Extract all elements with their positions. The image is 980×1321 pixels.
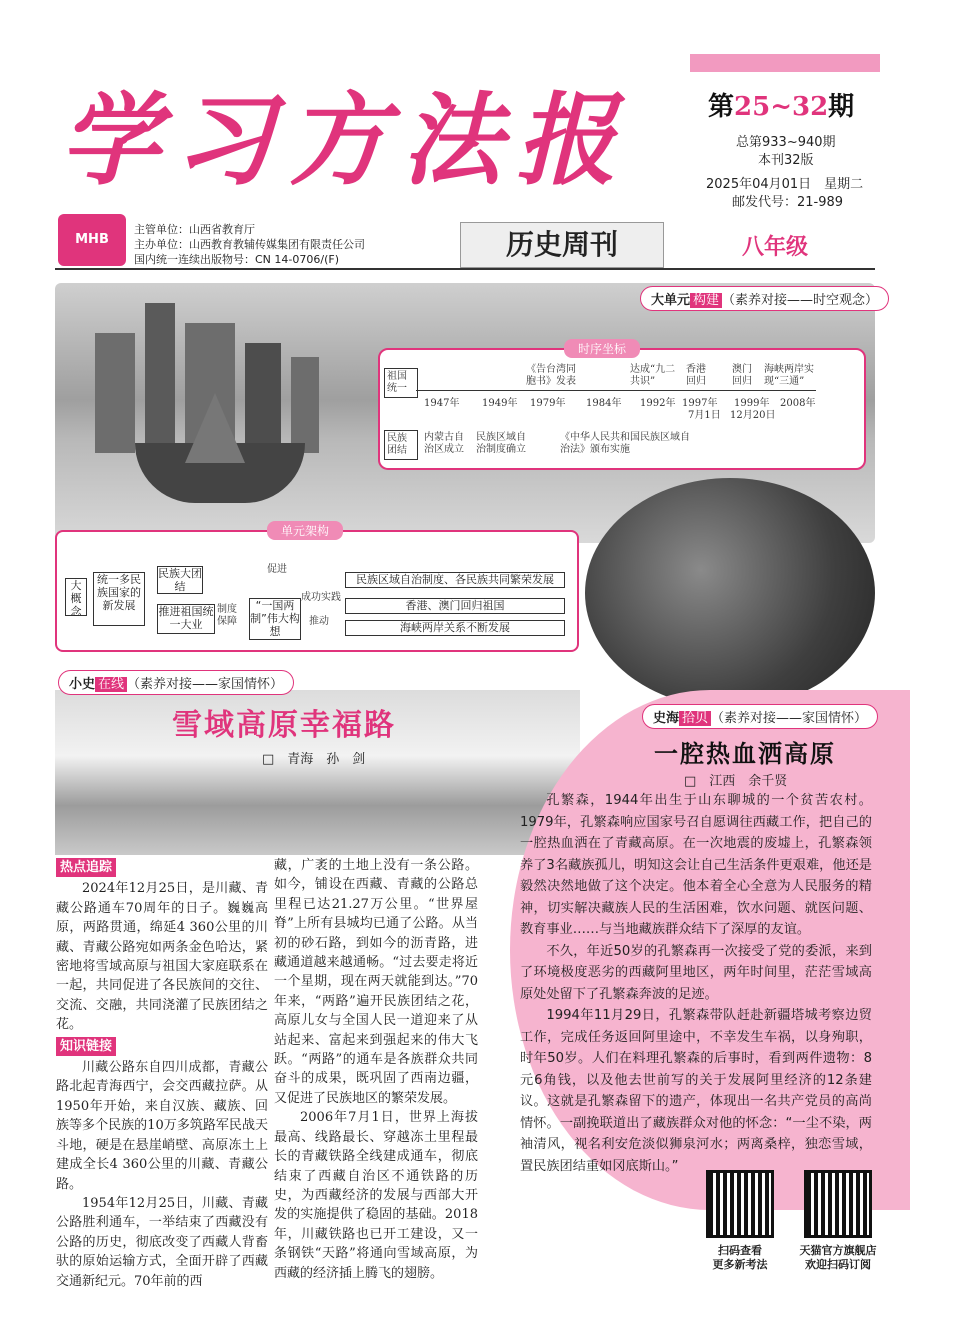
event-1949: 民族区域自治制度确立	[476, 432, 526, 455]
paragraph: 不久，年近50岁的孔繁森再一次接受了党的委派，来到了环境极度恶劣的西藏阿里地区，两年时间里，茫茫雪域高原处处留下了孔繁森奔波的足迹。	[520, 943, 872, 1002]
unit-construction-tag: 大单元 构建 （素养对接——时空观念）	[640, 286, 889, 311]
paragraph: 2006年7月1日，世界上海拔最高、线路最长、穿越冻土里程最长的青藏铁路全线建成通车，彻底结束了西藏自治区不通铁路的历史，为西藏经济的发展与西部大开发的实施提供了稳固的基础。2018年，川藏铁路也已开工建设，又一条钢铁“天路”将通向雪域高原，为西藏的经济插上腾飞的翅膀。	[274, 1110, 478, 1281]
hot-topic-text: 2024年12月25日，是川藏、青藏公路通车70周年的日子。巍巍高原，两路贯通，绵延4 360公里的川藏、青藏公路宛如两条金色哈达，紧密地将雪域高原与祖国大家庭联系在一起，共同促进了各民族间的交往、交流、交融，共同浇灌了民族团结之花。	[56, 881, 268, 1033]
paragraph: 孔繁森，1944年出生于山东聊城的一个贫苦农村。1979年，孔繁森响应国家号召自愿调往西藏工作，把自己的一腔热血洒在了青藏高原。在一次地震的废墟上，孔繁森领养了3名藏族孤儿，明知这会让自己生活条件更艰难，他还是毅然决然地做了这个决定。他本着全心全意为人民服务的精神，切实解决藏族人民的生活困难，饮水问题、就医问题、教育事业……与当地藏族群众结下了深厚的友谊。	[520, 793, 872, 937]
event-1999: 澳门回归	[732, 364, 752, 387]
timeline-box	[378, 342, 866, 470]
year-1979: 1979年	[530, 398, 566, 409]
qr-code-left[interactable]	[706, 1170, 774, 1238]
issue-meta	[736, 134, 836, 170]
result-1: 民族区域自治制度、各民族共同繁荣发展	[345, 572, 565, 588]
sponsor-line: 主办单位：山西教育教辅传媒集团有限责任公司	[134, 238, 365, 251]
qr-caption-left: 扫码查看 更多新考法	[712, 1244, 768, 1271]
hot-topic-label: 热点追踪	[56, 858, 116, 877]
left-article-title: 雪域高原幸福路	[172, 708, 396, 743]
event-1992: 达成“九二共识”	[630, 364, 676, 387]
center-node: 统一多民族国家的新发展	[93, 572, 145, 626]
event-1997: 香港回归	[686, 364, 706, 387]
paragraph: 川藏公路东自四川成都，青藏公路北起青海西宁，会交西藏拉萨。从1950年开始，来自汉族、藏族、回族等多个民族的10万多筑路军民战天斗地，硬是在悬崖峭壁、高原冻土上建成全长4 360公里的川藏、青藏公路。	[56, 1060, 268, 1192]
publish-date: 2025年04月01日 星期二	[706, 177, 864, 192]
year-1984: 1984年	[586, 398, 622, 409]
big-concept: 大概念	[65, 578, 87, 616]
date-1999: 12月20日	[730, 410, 776, 421]
page-count: 本刊32版	[758, 153, 814, 168]
year-2008: 2008年	[780, 398, 816, 409]
node-reunification: 推进祖国统一大业	[157, 604, 215, 634]
total-issue: 总第933~940期	[736, 135, 836, 150]
paragraph: 藏，广袤的土地上没有一条公路。如今，铺设在西藏、青藏的公路总里程已达21.27万公里。“世界屋脊”上所有县城均已通了公路。从当初的砂石路，到如今的沥青路，进藏通道越来越通畅。“过去要走将近一个星期，现在两天就能到达。”70年来，“两路”遍开民族团结之花，高原儿女与全国人民一道迎来了从站起来、富起来到强起来的伟大飞跃。“两路”的通车是各族群众共同奋斗的成果，既巩固了西南边疆，又促进了民族地区的繁荣发展。	[274, 858, 478, 1106]
label-push: 推动	[309, 616, 329, 627]
date-1997: 7月1日	[688, 410, 721, 421]
timeline-label: 时序坐标	[564, 339, 640, 358]
row-label-unity: 民族团结	[384, 430, 418, 460]
paragraph: 1954年12月25日，川藏、青藏公路胜利通车，一举结束了西藏没有公路的历史，彻底改变了西藏人背畜驮的原始运输方式，全面开辟了西藏交通新纪元。70年前的西	[56, 1195, 268, 1289]
timeline-axis	[416, 390, 816, 391]
postal-code: 邮发代号：21-989	[732, 195, 844, 210]
sponsor-line: 主管单位：山西省教育厅	[134, 223, 255, 236]
right-article-tag: 史海 拾贝 （素养对接——家国情怀）	[642, 704, 878, 729]
year-1999: 1999年	[734, 398, 770, 409]
kong-fansen-photo	[585, 478, 875, 708]
section-title: 历史周刊	[460, 222, 664, 268]
label-success: 成功实践	[301, 592, 341, 603]
event-1984: 《中华人民共和国民族区域自治法》颁布实施	[560, 432, 690, 455]
left-article-tag: 小史 在线 （素养对接——家国情怀）	[58, 670, 294, 695]
right-article-byline: □ 江西 余千贤	[684, 774, 788, 789]
label-promote: 促进	[267, 564, 287, 575]
row-label-unification: 祖国统一	[384, 368, 418, 398]
node-one-country: “一国两制”伟大构想	[250, 599, 300, 638]
left-article-byline: □ 青海 孙 剑	[262, 752, 366, 767]
newspaper-title: 学习方法报	[60, 81, 630, 199]
year-1949: 1949年	[482, 398, 518, 409]
unit-structure-diagram	[55, 524, 579, 652]
structure-label: 单元架构	[267, 521, 343, 540]
event-1979: 《告台湾同胞书》发表	[526, 364, 576, 387]
top-accent-bar	[690, 54, 880, 72]
year-1992: 1992年	[640, 398, 676, 409]
grade-label: 八年级	[742, 234, 809, 260]
left-column-1	[56, 856, 268, 1291]
year-1997: 1997年	[682, 398, 718, 409]
event-2008: 海峡两岸实现“三通”	[764, 364, 814, 387]
date-meta	[706, 176, 863, 212]
event-1947: 内蒙古自治区成立	[424, 432, 464, 455]
node-ethnic-unity: 民族大团结	[158, 567, 202, 593]
knowledge-link-label: 知识链接	[56, 1037, 116, 1056]
sponsor-line: 国内统一连续出版物号：CN 14-0706/(F)	[134, 253, 339, 266]
publisher-logo	[58, 214, 126, 266]
left-column-2	[274, 856, 478, 1283]
year-1947: 1947年	[424, 398, 460, 409]
right-column	[520, 790, 872, 1177]
qr-caption-right: 天猫官方旗舰店 欢迎扫码订阅	[799, 1244, 877, 1271]
right-article-title: 一腔热血洒高原	[654, 739, 836, 768]
paragraph: 1994年11月29日，孔繁森带队赶赴新疆塔城考察边贸工作，完成任务返回阿里途中，不幸发生车祸，以身殉职，时年50岁。人们在料理孔繁森的后事时，看到两件遗物：8元6角钱，以及他去世前写的关于发展阿里经济的12条建议。这就是孔繁森留下的遗产，体现出一名共产党员的高尚情怀。一副挽联道出了藏族群众对他的怀念：“一尘不染，两袖清风，视名利安危淡似狮泉河水；两离桑梓，独恋雪域，置民族团结重如冈底斯山。”	[520, 1008, 872, 1174]
qr-code-right[interactable]	[804, 1170, 872, 1238]
sponsor-info	[134, 222, 365, 267]
result-3: 海峡两岸关系不断发展	[345, 620, 565, 636]
issue-number: 第25~32期	[708, 92, 855, 122]
label-system: 制度保障	[217, 604, 237, 627]
result-2: 香港、澳门回归祖国	[345, 598, 565, 614]
logo-mark: MHB	[75, 232, 109, 247]
header-divider	[55, 268, 875, 270]
